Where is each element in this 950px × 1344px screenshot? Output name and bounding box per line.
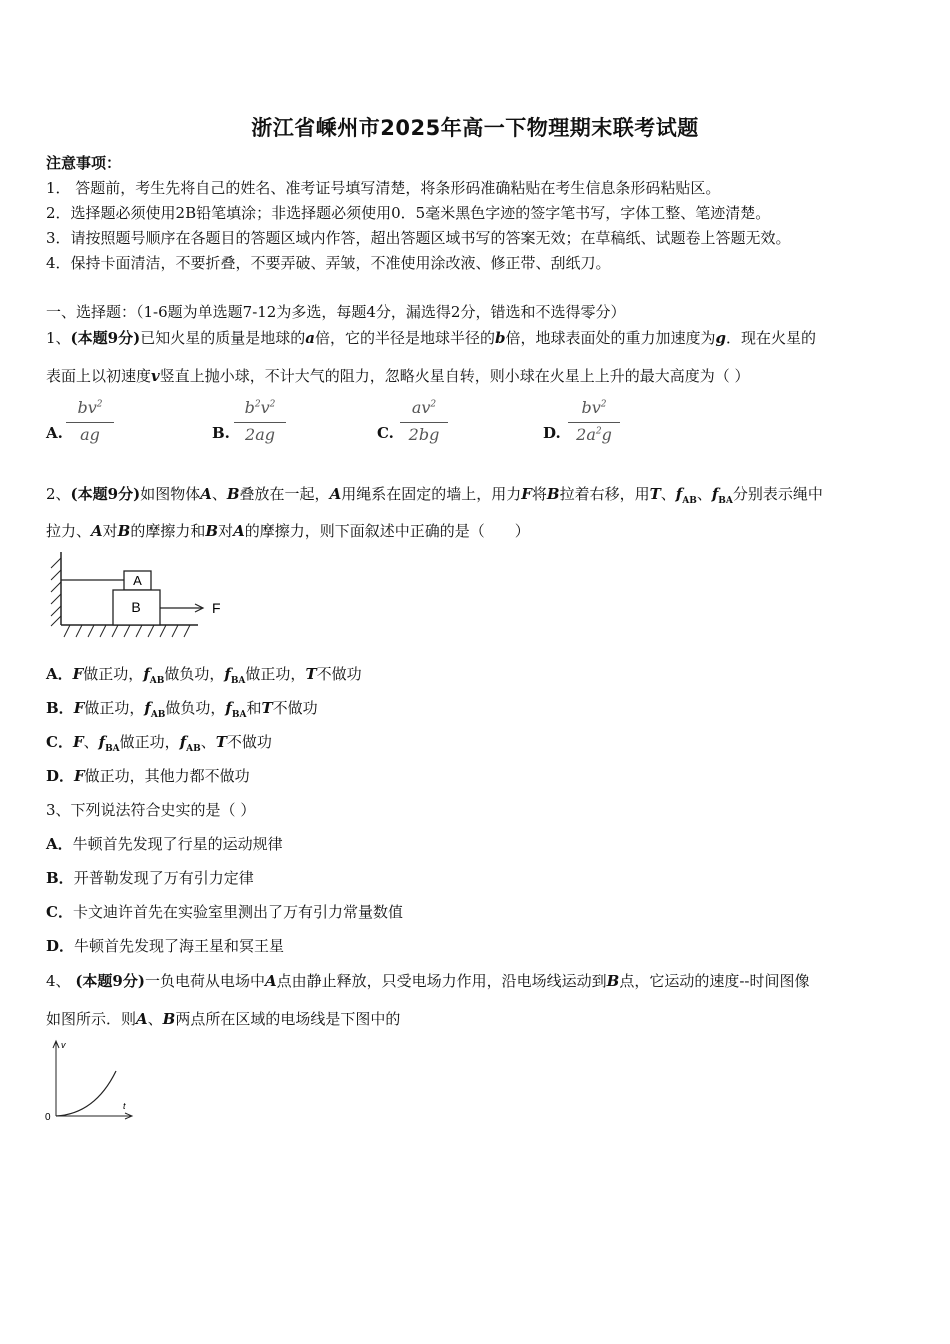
q1-option-c-label: C. — [377, 424, 394, 442]
q1-stem-line1: 1、(本题9分)已知火星的质量是地球的a倍，它的半径是地球半径的b倍，地球表面处的重力加速度为g．现在火星的 — [46, 329, 816, 347]
page-title: 浙江省嵊州市2025年高一下物理期末联考试题 — [251, 116, 699, 140]
q4-stem-line2: 如图所示．则A、B两点所在区域的电场线是下图中的 — [46, 1010, 401, 1028]
q1-option-b-label: B. — [212, 424, 230, 442]
q3-option-c: C．卡文迪许首先在实验室里测出了万有引力常量数值 — [46, 903, 403, 921]
q1-option-d-label: D. — [543, 424, 561, 442]
q3-option-a: A．牛顿首先发现了行星的运动规律 — [46, 835, 283, 853]
q1-option-b-fraction: $b^2v^2$ 2ag — [234, 398, 286, 444]
notice-heading: 注意事项： — [46, 154, 122, 172]
q4-velocity-time-graph — [40, 1036, 140, 1126]
section-heading: 一、选择题：（1-6题为单选题7-12为多选，每题4分，漏选得2分，错选和不选得零分） — [46, 303, 626, 321]
q1-option-d-fraction: $bv^2$ $2a^2g$ — [568, 398, 620, 444]
q3-stem: 3、下列说法符合史实的是（ ） — [46, 801, 256, 819]
q2-stem-line2: 拉力、A对B的摩擦力和B对A的摩擦力，则下面叙述中正确的是（ ） — [46, 522, 530, 540]
q4-stem-line1: 4、 (本题9分)一负电荷从电场中A点由静止释放，只受电场力作用，沿电场线运动到B点，它运动的速度--时间图像 — [46, 972, 810, 990]
notice-item-4: 4．保持卡面清洁，不要折叠，不要弄破、弄皱，不准使用涂改液、修正带、刮纸刀。 — [46, 254, 611, 272]
wall-hatch — [51, 558, 61, 626]
q1-option-a-fraction: $bv^2$ ag — [66, 398, 114, 444]
q2-option-b: B．F做正功，$f_{AB}$做负功，$f_{BA}$和T不做功 — [46, 699, 318, 720]
velocity-curve — [56, 1071, 116, 1116]
origin-label: 0 — [45, 1112, 51, 1123]
q2-option-a: A．F做正功，$f_{AB}$做负功，$f_{BA}$做正功，T不做功 — [46, 665, 362, 686]
q3-option-d: D．牛顿首先发现了海王星和冥王星 — [46, 937, 285, 955]
force-label: F — [212, 600, 221, 616]
notice-item-3: 3．请按照题号顺序在各题目的答题区域内作答，超出答题区域书写的答案无效；在草稿纸、试题卷上答题无效。 — [46, 229, 791, 247]
q3-option-b: B．开普勒发现了万有引力定律 — [46, 869, 254, 887]
q2-stem-line1: 2、(本题9分)如图物体A、B叠放在一起，A用绳系在固定的墙上，用力F将B拉着右移，用T、$f_{AB}$、$f_{BA}$分别表示绳中 — [46, 485, 823, 506]
block-a-label: A — [133, 573, 142, 588]
q1-option-a-label: A. — [46, 424, 63, 442]
t-axis-label: t — [123, 1101, 126, 1111]
block-b-label: B — [131, 599, 141, 615]
q2-figure-blocks — [44, 550, 234, 642]
ground-hatch — [64, 625, 190, 637]
notice-item-1: 1． 答题前，考生先将自己的姓名、准考证号填写清楚，将条形码准确粘贴在考生信息条形码粘贴区。 — [46, 179, 721, 197]
v-axis-label: v — [61, 1040, 66, 1050]
q1-option-c-fraction: $av^2$ 2bg — [400, 398, 448, 444]
q1-stem-line2: 表面上以初速度v竖直上抛小球，不计大气的阻力，忽略火星自转，则小球在火星上上升的最大高度为（ ） — [46, 367, 750, 385]
q2-option-c: C．F、$f_{BA}$做正功，$f_{AB}$、T不做功 — [46, 733, 272, 754]
q2-option-d: D．F做正功，其他力都不做功 — [46, 767, 250, 785]
notice-item-2: 2．选择题必须使用2B铅笔填涂；非选择题必须使用0．5毫米黑色字迹的签字笔书写，字体工整、笔迹清楚。 — [46, 204, 771, 222]
